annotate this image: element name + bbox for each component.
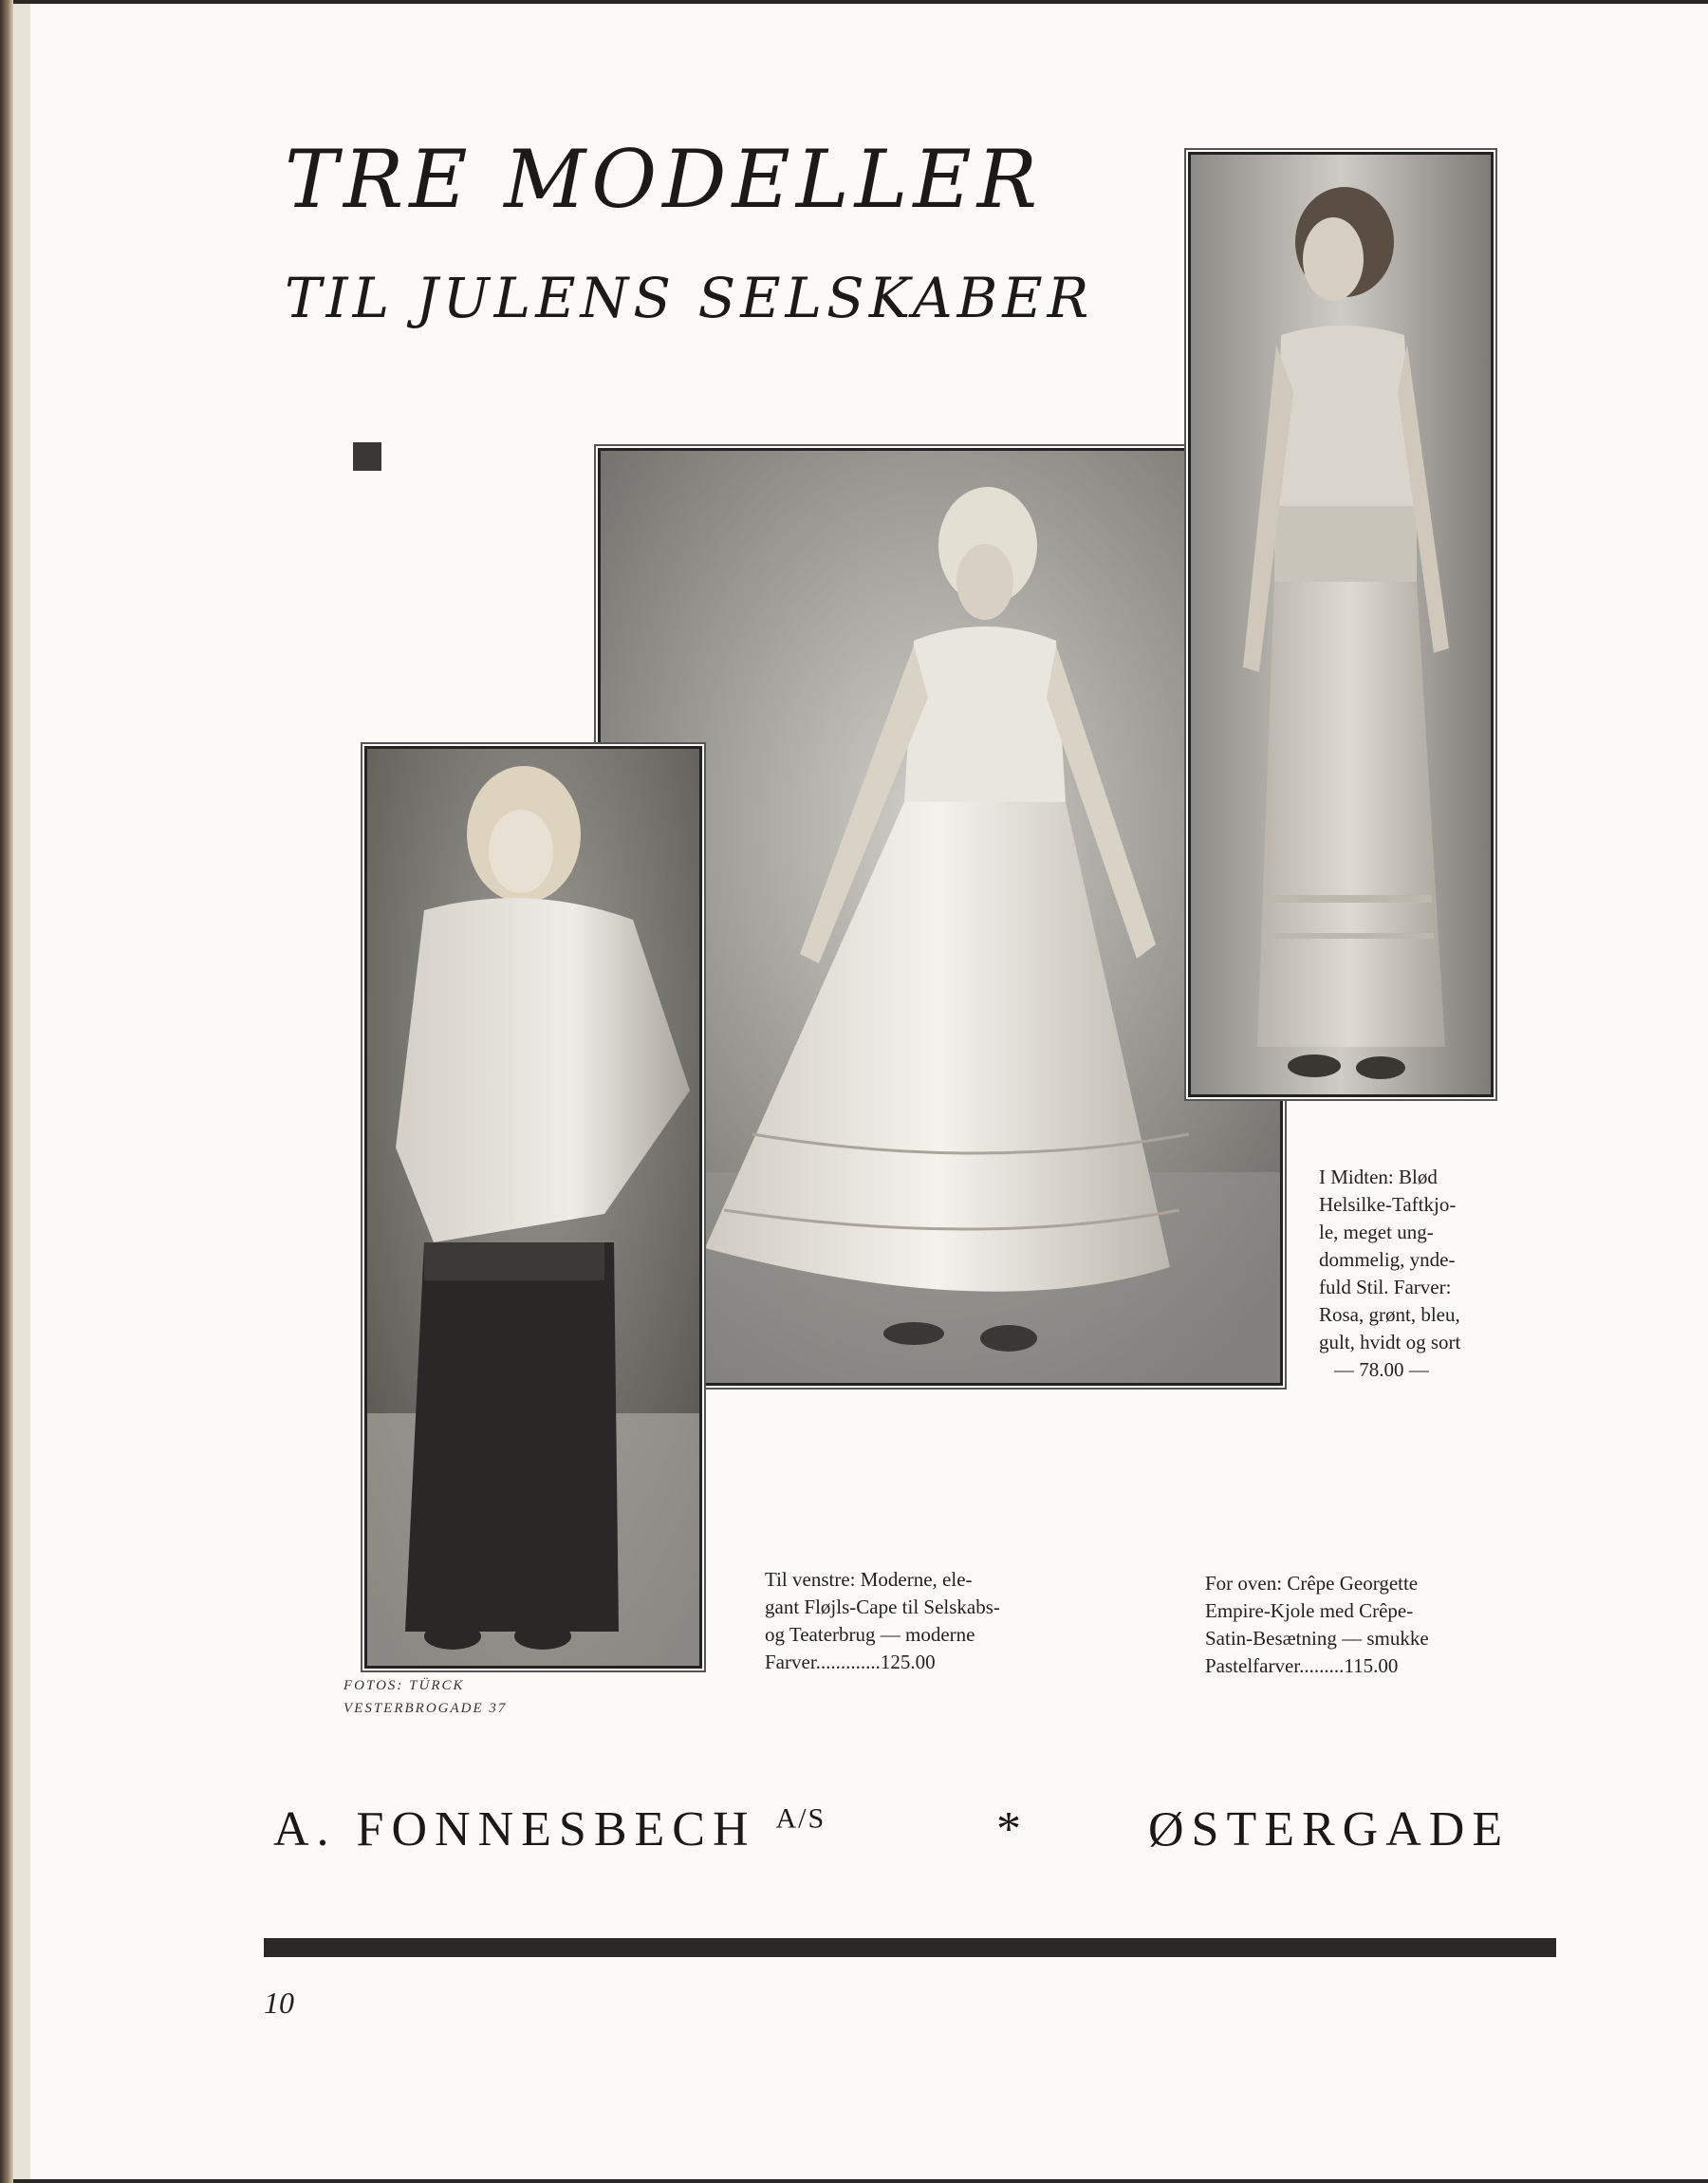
caption-line: Satin-Besætning — smukke: [1205, 1627, 1429, 1650]
page-number: 10: [264, 1986, 294, 2020]
center-photo-image: [601, 451, 1280, 1383]
company-suffix: A/S: [775, 1802, 826, 1835]
caption-line: le, meget ung-: [1319, 1221, 1434, 1243]
credit-line: VESTERBROGADE 37: [343, 1701, 508, 1716]
caption-line: og Teaterbrug — moderne: [765, 1623, 975, 1646]
caption-line: dommelig, ynde-: [1319, 1248, 1456, 1271]
caption-line: fuld Stil. Farver:: [1319, 1276, 1452, 1298]
caption-line: Til venstre: Moderne, ele-: [765, 1568, 973, 1591]
caption-line: Farver.............125.00: [765, 1651, 936, 1673]
photo-credit: [343, 1674, 507, 1720]
book-spine: [0, 0, 13, 2183]
caption-line: Empire-Kjole med Crêpe-: [1205, 1599, 1414, 1622]
caption-left: [765, 1566, 1049, 1676]
left-photo-image: [367, 749, 699, 1666]
footer-rule: [264, 1938, 1556, 1957]
decorative-square: [353, 442, 381, 471]
credit-line: FOTOS: TÜRCK: [343, 1678, 465, 1693]
caption-line: Pastelfarver.........115.00: [1205, 1654, 1399, 1677]
caption-middle: [1319, 1164, 1480, 1384]
company-name: A. FONNESBECH: [273, 1802, 756, 1856]
right-photo-image: [1191, 155, 1491, 1094]
caption-line: I Midten: Blød: [1319, 1166, 1438, 1188]
caption-line: Rosa, grønt, bleu,: [1319, 1303, 1460, 1326]
caption-line: Helsilke-Taftkjo-: [1319, 1193, 1457, 1216]
right-model-photo: [1188, 152, 1494, 1097]
caption-price: — 78.00 —: [1334, 1358, 1429, 1381]
caption-line: For oven: Crêpe Georgette: [1205, 1572, 1419, 1595]
caption-line: gant Fløjls-Cape til Selskabs-: [765, 1595, 1000, 1618]
footer-separator: *: [996, 1802, 1021, 1856]
page-title: TRE MODELLER: [285, 133, 1043, 226]
left-model-photo: [364, 746, 702, 1669]
caption-top: [1205, 1570, 1490, 1680]
caption-line: gult, hvidt og sort: [1319, 1331, 1461, 1353]
footer-company: [273, 1801, 826, 1857]
page-subtitle: TIL JULENS SELSKABER: [285, 266, 1094, 330]
footer-street: ØSTERGADE: [1148, 1802, 1511, 1856]
